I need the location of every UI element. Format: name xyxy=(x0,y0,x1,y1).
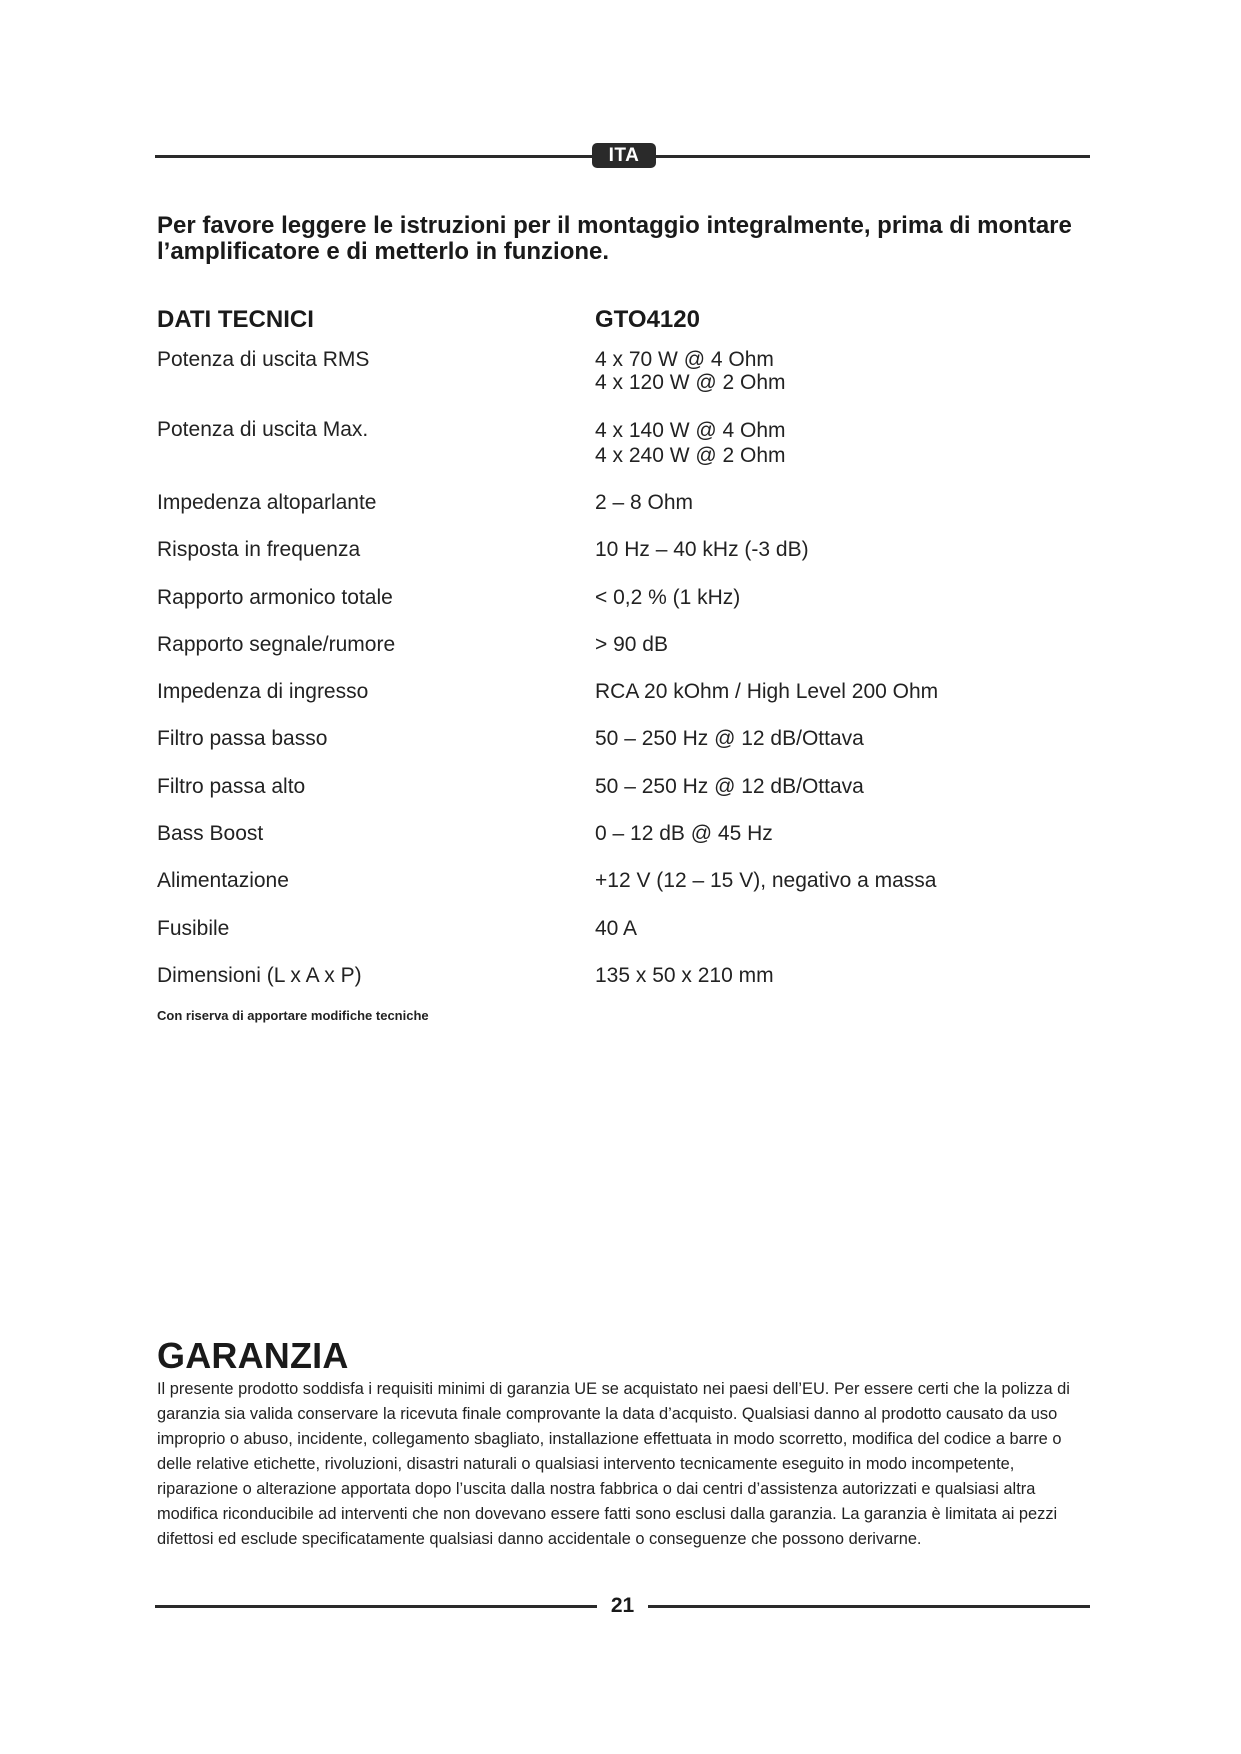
spec-value xyxy=(595,418,786,468)
spec-label: Fusibile xyxy=(157,917,230,940)
spec-value xyxy=(595,348,786,394)
spec-label: Potenza di uscita Max. xyxy=(157,418,369,441)
warranty-text: Il presente prodotto soddisfa i requisiti minimi di garanzia UE se acquistato nei paesi dell’EU. Per essere certi che la polizza di garanzia sia valida conservare la ricevuta finale comprovante la data d’acquisto. Qualsiasi danno al prodotto causato da uso improprio o abuso, incidente, collegamento sbagliato, installazione effettuata in modo scorretto, modifica del codice a barre o delle relative etichette, rivoluzioni, disastri naturali o qualsiasi intervento tecnicamente eseguito in modo incompetente, riparazione o alterazione apportata dopo l’uscita dalla nostra fabbrica o dai centri d’assistenza autorizzati e qualsiasi altra modifica riconducibile ad interventi che non dovevano essere fatti sono esclusi dalla garanzia. La garanzia è limitata ai pezzi difettosi ed esclude specificatamente qualsiasi danno accidentale o conseguenze che possono derivarne. xyxy=(157,1380,1070,1548)
spec-value: 10 Hz – 40 kHz (-3 dB) xyxy=(595,538,809,561)
page-number: 21 xyxy=(610,1594,635,1617)
spec-label: Impedenza di ingresso xyxy=(157,680,369,703)
footer-rule-left xyxy=(155,1605,597,1608)
spec-label: Impedenza altoparlante xyxy=(157,491,377,514)
model-heading: GTO4120 xyxy=(595,306,700,333)
spec-value: 50 – 250 Hz @ 12 dB/Ottava xyxy=(595,775,864,798)
spec-label: Potenza di uscita RMS xyxy=(157,348,370,371)
spec-label: Bass Boost xyxy=(157,822,264,845)
footer-rule-right xyxy=(648,1605,1090,1608)
spec-label: Filtro passa alto xyxy=(157,775,306,798)
spec-value: +12 V (12 – 15 V), negativo a massa xyxy=(595,869,937,892)
spec-value-line: 4 x 120 W @ 2 Ohm xyxy=(595,371,786,394)
spec-label: Rapporto segnale/rumore xyxy=(157,633,396,656)
spec-value: > 90 dB xyxy=(595,633,668,656)
spec-value: 50 – 250 Hz @ 12 dB/Ottava xyxy=(595,727,864,750)
language-tab: ITA xyxy=(592,143,656,168)
spec-label: Alimentazione xyxy=(157,869,289,892)
specs-heading: DATI TECNICI xyxy=(157,306,314,333)
spec-value: 135 x 50 x 210 mm xyxy=(595,964,774,987)
technical-changes-note: Con riserva di apportare modifiche tecniche xyxy=(157,1008,429,1023)
spec-value-line: 4 x 140 W @ 4 Ohm xyxy=(595,419,786,442)
spec-label: Rapporto armonico totale xyxy=(157,586,393,609)
spec-value: 0 – 12 dB @ 45 Hz xyxy=(595,822,773,845)
spec-value: 2 – 8 Ohm xyxy=(595,491,694,514)
warranty-title: GARANZIA xyxy=(157,1335,349,1376)
spec-label: Dimensioni (L x A x P) xyxy=(157,964,362,987)
spec-value: < 0,2 % (1 kHz) xyxy=(595,586,741,609)
spec-value-line: 4 x 70 W @ 4 Ohm xyxy=(595,348,774,371)
spec-label: Risposta in frequenza xyxy=(157,538,361,561)
spec-value: 40 A xyxy=(595,917,638,940)
spec-value: RCA 20 kOhm / High Level 200 Ohm xyxy=(595,680,939,703)
spec-label: Filtro passa basso xyxy=(157,727,328,750)
intro-instructions: Per favore leggere le istruzioni per il montaggio integralmente, prima di montare l’amplificatore e di metterlo in funzione. xyxy=(157,212,1072,265)
spec-value-line: 4 x 240 W @ 2 Ohm xyxy=(595,444,786,467)
